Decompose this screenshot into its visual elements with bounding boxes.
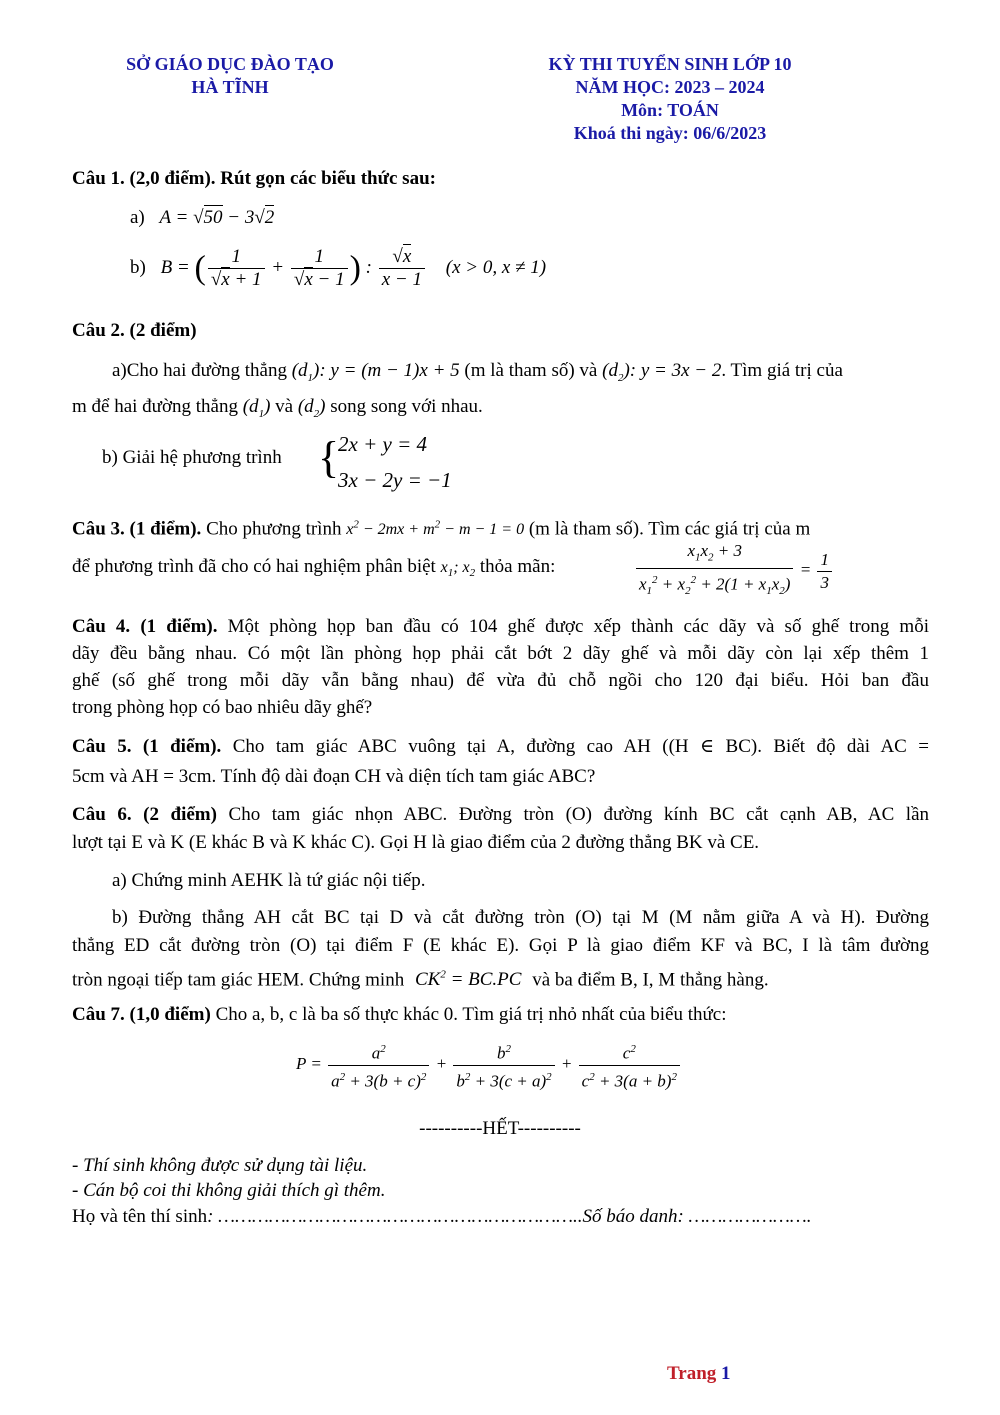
page-num-value: 1: [721, 1363, 731, 1384]
candidate-info: [72, 1206, 932, 1228]
q4-title: Câu 4. (1 điểm).: [72, 616, 218, 637]
q1-title: Câu 1. (2,0 điểm). Rút gọn các biểu thức sau:: [72, 168, 436, 189]
q2-a-line1: [112, 356, 929, 393]
q6-text1: Cho tam giác nhọn ABC. Đường tròn (O) đường kính BC cắt cạnh AB, AC lần: [228, 804, 930, 825]
school-year: NĂM HỌC: 2023 – 2024: [575, 77, 765, 97]
q7-title: Câu 7. (1,0 điểm): [72, 1004, 211, 1025]
q1-b: [130, 246, 987, 291]
footer-note-2: - Cán bộ coi thi không giải thích gì thêm.: [72, 1180, 386, 1201]
candidate-name-label: Họ và tên thí sinh: [72, 1206, 208, 1227]
equation-2: 3x − 2y = −1: [338, 468, 452, 492]
q7-expression: P = $\frac{a^2}{a^2 + 3(b + c)^2}$ + $\frac{b^2}{b^2 + 3(c + a)^2}$ + $\frac{c^2}{c^2 + 3(a + b)^2}$: [296, 1038, 682, 1092]
equation-1: 2x + y = 4: [338, 432, 427, 456]
line-d2: $(d_2)$: y = 3x − 2: [602, 360, 722, 384]
q2-title: Câu 2. (2 điểm): [72, 320, 197, 341]
q6-b3: tròn ngoại tiếp tam giác HEM. Chứng minh: [72, 969, 405, 991]
q6-a: a) Chứng minh AEHK là tứ giác nội tiếp.: [112, 870, 426, 891]
q5-line2: 5cm và AH = 3cm. Tính độ dài đoạn CH và diện tích tam giác ABC?: [72, 766, 596, 787]
q2-system: [338, 430, 452, 494]
q3-text3: để phương trình đã cho có hai nghiệm phân biệt: [72, 556, 436, 577]
q3-equation: $x^2 - 2mx + m^2 - m - 1 = 0$: [346, 519, 525, 539]
system-brace: {: [318, 433, 340, 482]
q3-text2: (m là tham số). Tìm các giá trị của m: [528, 518, 811, 540]
q6-line2: lượt tại E và K (E khác B và K khác C). Gọi H là giao điểm của 2 đường thẳng BK và CE.: [72, 832, 760, 853]
q6-line1: [72, 800, 929, 829]
q3-text4: thỏa mãn:: [479, 556, 556, 577]
q7-line: [72, 1000, 929, 1029]
q2-a-text2: (m là tham số) và: [464, 360, 598, 381]
q5-text1: Cho tam giác ABC vuông tại A, đường cao AH ((H ∈ BC). Biết độ dài AC =: [232, 736, 929, 757]
q1-b-condition: (x > 0, x ≠ 1): [445, 257, 547, 278]
q5-title: Câu 5. (1 điểm).: [72, 736, 222, 757]
q2-b-label: b) Giải hệ phương trình: [102, 447, 282, 468]
q4-line2: dãy đều bằng nhau. Có một lần phòng họp phải cắt bớt 2 dãy ghế và mỗi dãy còn lại xếp thêm 1: [72, 643, 929, 664]
subject: Môn: TOÁN: [621, 100, 719, 120]
q7-text: Cho a, b, c là ba số thực khác 0. Tìm giá trị nhỏ nhất của biểu thức:: [215, 1004, 727, 1025]
q6-title: Câu 6. (2 điểm): [72, 804, 217, 825]
q2-a-text1: a)Cho hai đường thẳng: [112, 360, 287, 381]
exam-title: KỲ THI TUYỂN SINH LỚP 10: [548, 54, 792, 74]
q6-b1: b) Đường thẳng AH cắt BC tại D và cắt đường tròn (O) tại M (M nằm giữa A và H). Đường: [112, 907, 929, 928]
q6-b4: và ba điểm B, I, M thẳng hàng.: [532, 969, 769, 991]
candidate-name-blank: : ………………………………………………………..: [207, 1206, 583, 1227]
q4-line4: trong phòng họp có bao nhiêu dãy ghế?: [72, 697, 373, 718]
department-name: SỞ GIÁO DỤC ĐÀO TẠO: [126, 54, 334, 74]
line-d1: $(d_1)$: y = (m − 1)x + 5: [291, 360, 460, 384]
q3-text1: Cho phương trình: [206, 518, 342, 540]
q2-a-text3: . Tìm giá trị của: [721, 360, 843, 381]
end-mark: ----------HẾT----------: [419, 1118, 581, 1139]
candidate-number-blank: Số báo danh: ………………….: [582, 1206, 812, 1227]
exam-date: Khoá thi ngày: 06/6/2023: [573, 123, 767, 143]
header-left: [60, 53, 400, 99]
footer-note-1: - Thí sinh không được sử dụng tài liệu.: [72, 1155, 368, 1176]
q2-a-text4: m để hai đường thẳng: [72, 396, 238, 417]
q1-b-label: b): [130, 257, 146, 278]
q6-b2: thẳng ED cắt đường tròn (O) tại điểm F (E khác E). Gọi P là giao điểm KF và BC, I là tâm đường: [72, 935, 929, 956]
q3-title: Câu 3. (1 điểm).: [72, 518, 202, 540]
header-right: [470, 53, 870, 145]
q2-a-text6: song song với nhau.: [330, 396, 483, 417]
province-name: HÀ TĨNH: [191, 77, 269, 97]
q4-text1: Một phòng họp ban đầu có 104 ghế được xếp thành các dãy và số ghế trong mỗi: [227, 616, 929, 637]
q3-line2: để phương trình đã cho có hai nghiệm phân biệt $x_1$; $x_2$ thỏa mãn:: [72, 556, 556, 580]
q1-a-expr: A = √50 − 3√2: [159, 207, 275, 228]
q4-line3: ghế (số ghế trong mỗi dãy vẫn bằng nhau) để vừa đủ chỗ ngồi cho 120 đại biểu. Hỏi ban đầu: [72, 670, 929, 691]
q5-line1: [72, 732, 929, 761]
page-number: [667, 1363, 731, 1385]
q2-a-line2: m để hai đường thẳng $(d_1)$ và $(d_2)$ song song với nhau.: [72, 396, 483, 420]
page-word: Trang: [667, 1363, 717, 1384]
q6-b3-line: [72, 961, 929, 994]
q6-relation: $CK^2 = BC.PC$: [414, 969, 522, 991]
q1-a: [130, 203, 987, 232]
q4-line1: [72, 612, 929, 641]
q1-b-expr: B = ( $\frac{1}{√x + 1}$ + $\frac{1}{√x - 1}$ ) : $\frac{√x}{x - 1}$: [161, 257, 427, 278]
q1-a-label: a): [130, 207, 145, 228]
q2-a-text5: và: [275, 396, 294, 417]
q3-condition: $\frac{x_1x_2 + 3}{x_1^2 + x_2^2 + 2(1 + x_1x_2)}$ = $\frac{1}{3}$: [634, 540, 834, 602]
